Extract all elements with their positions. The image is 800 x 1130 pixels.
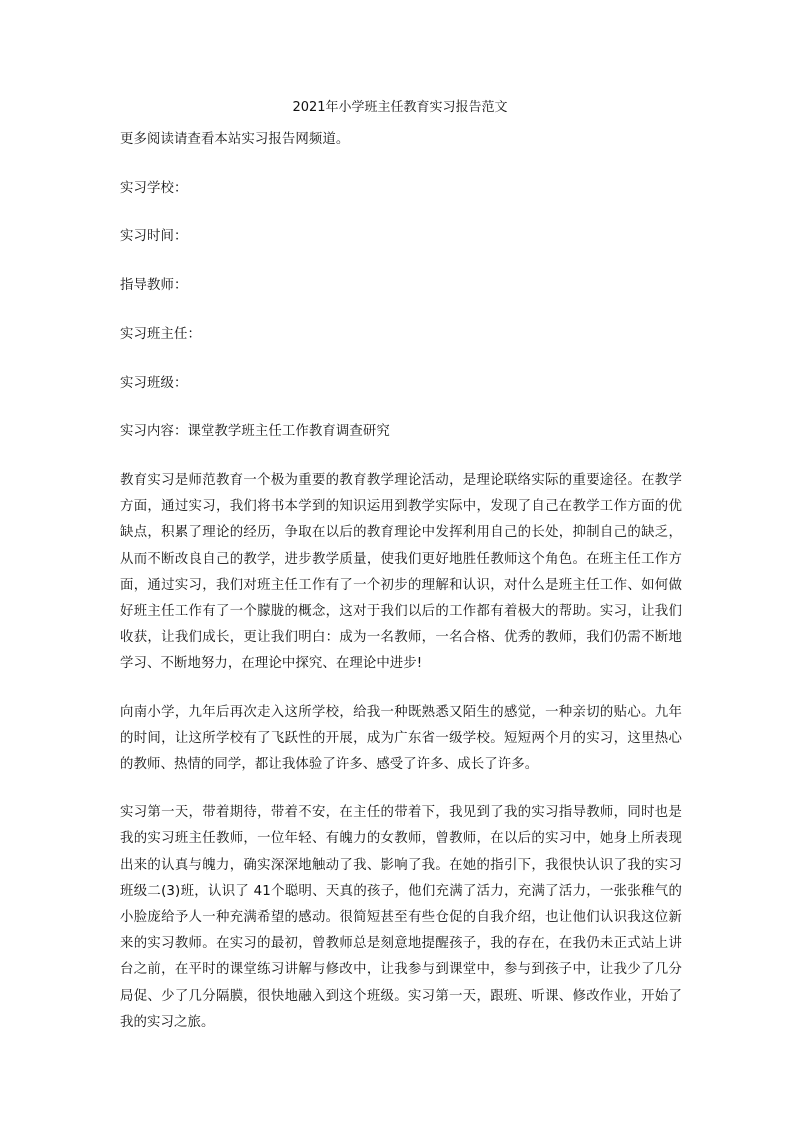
intro-line: 更多阅读请查看本站实习报告网频道。: [120, 132, 350, 147]
field-head-teacher: 实习班主任：: [120, 326, 201, 342]
paragraph-1: 教育实习是师范教育一个极为重要的教育教学理论活动，是理论联络实际的重要途径。在教学方面，通过实习，我们将书本学到的知识运用到教学实际中，发现了自己在教学工作方面的优缺点，积累了理论的经历，争取在以后的教育理论中发挥利用自己的长处，抑制自己的缺乏，从而不断改良自己的教学，进步教学质量，使我们更好地胜任教师这个角色。在班主任工作方面，通过实习，我们对班主任工作有了一个初步的理解和认识，对什么是班主任工作、如何做好班主任工作有了一个朦胧的概念，这对于我们以后的工作都有着极大的帮助。实习，让我们收获，让我们成长，更让我们明白：成为一名教师，一名合格、优秀的教师，我们仍需不断地学习、不断地努力，在理论中探究、在理论中进步!: [120, 472, 682, 672]
field-school: 实习学校：: [120, 180, 188, 196]
document-body: [120, 127, 682, 1058]
field-time: 实习时间：: [120, 229, 188, 245]
field-content: 实习内容：课堂教学班主任工作教育调查研究: [120, 424, 390, 440]
paragraph-2: 向南小学，九年后再次走入这所学校，给我一种既熟悉又陌生的感觉，一种亲切的贴心。九年的时间，让这所学校有了飞跃性的开展，成为广东省一级学校。短短两个月的实习，这里热心的教师、热情的同学，都让我体验了许多、感受了许多、成长了许多。: [120, 704, 682, 772]
document-title: 2021年小学班主任教育实习报告范文: [292, 100, 508, 115]
field-class: 实习班级：: [120, 375, 188, 391]
field-advisor: 指导教师：: [120, 278, 188, 294]
paragraph-3: 实习第一天，带着期待，带着不安，在主任的带着下，我见到了我的实习指导教师，同时也是我的实习班主任教师，一位年轻、有魄力的女教师，曾教师，在以后的实习中，她身上所表现出来的认真与魄力，确实深深地触动了我、影响了我。在她的指引下，我很快认识了我的实习班级二(3)班，认识了 41个聪明、天真的孩子，他们充满了活力，充满了活力，一张张稚气的小脸庞给予人一种充满希望的感动。很简短甚至有些仓促的自我介绍，也让他们认识我这位新来的实习教师。在实习的最初，曾教师总是刻意地提醒孩子，我的存在，在我仍未正式站上讲台之前，在平时的课堂练习讲解与修改中，让我参与到课堂中，参与到孩子中，让我少了几分局促、少了几分隔膜，很快地融入到这个班级。实习第一天，跟班、听课、修改作业，开始了我的实习之旅。: [120, 805, 682, 1030]
